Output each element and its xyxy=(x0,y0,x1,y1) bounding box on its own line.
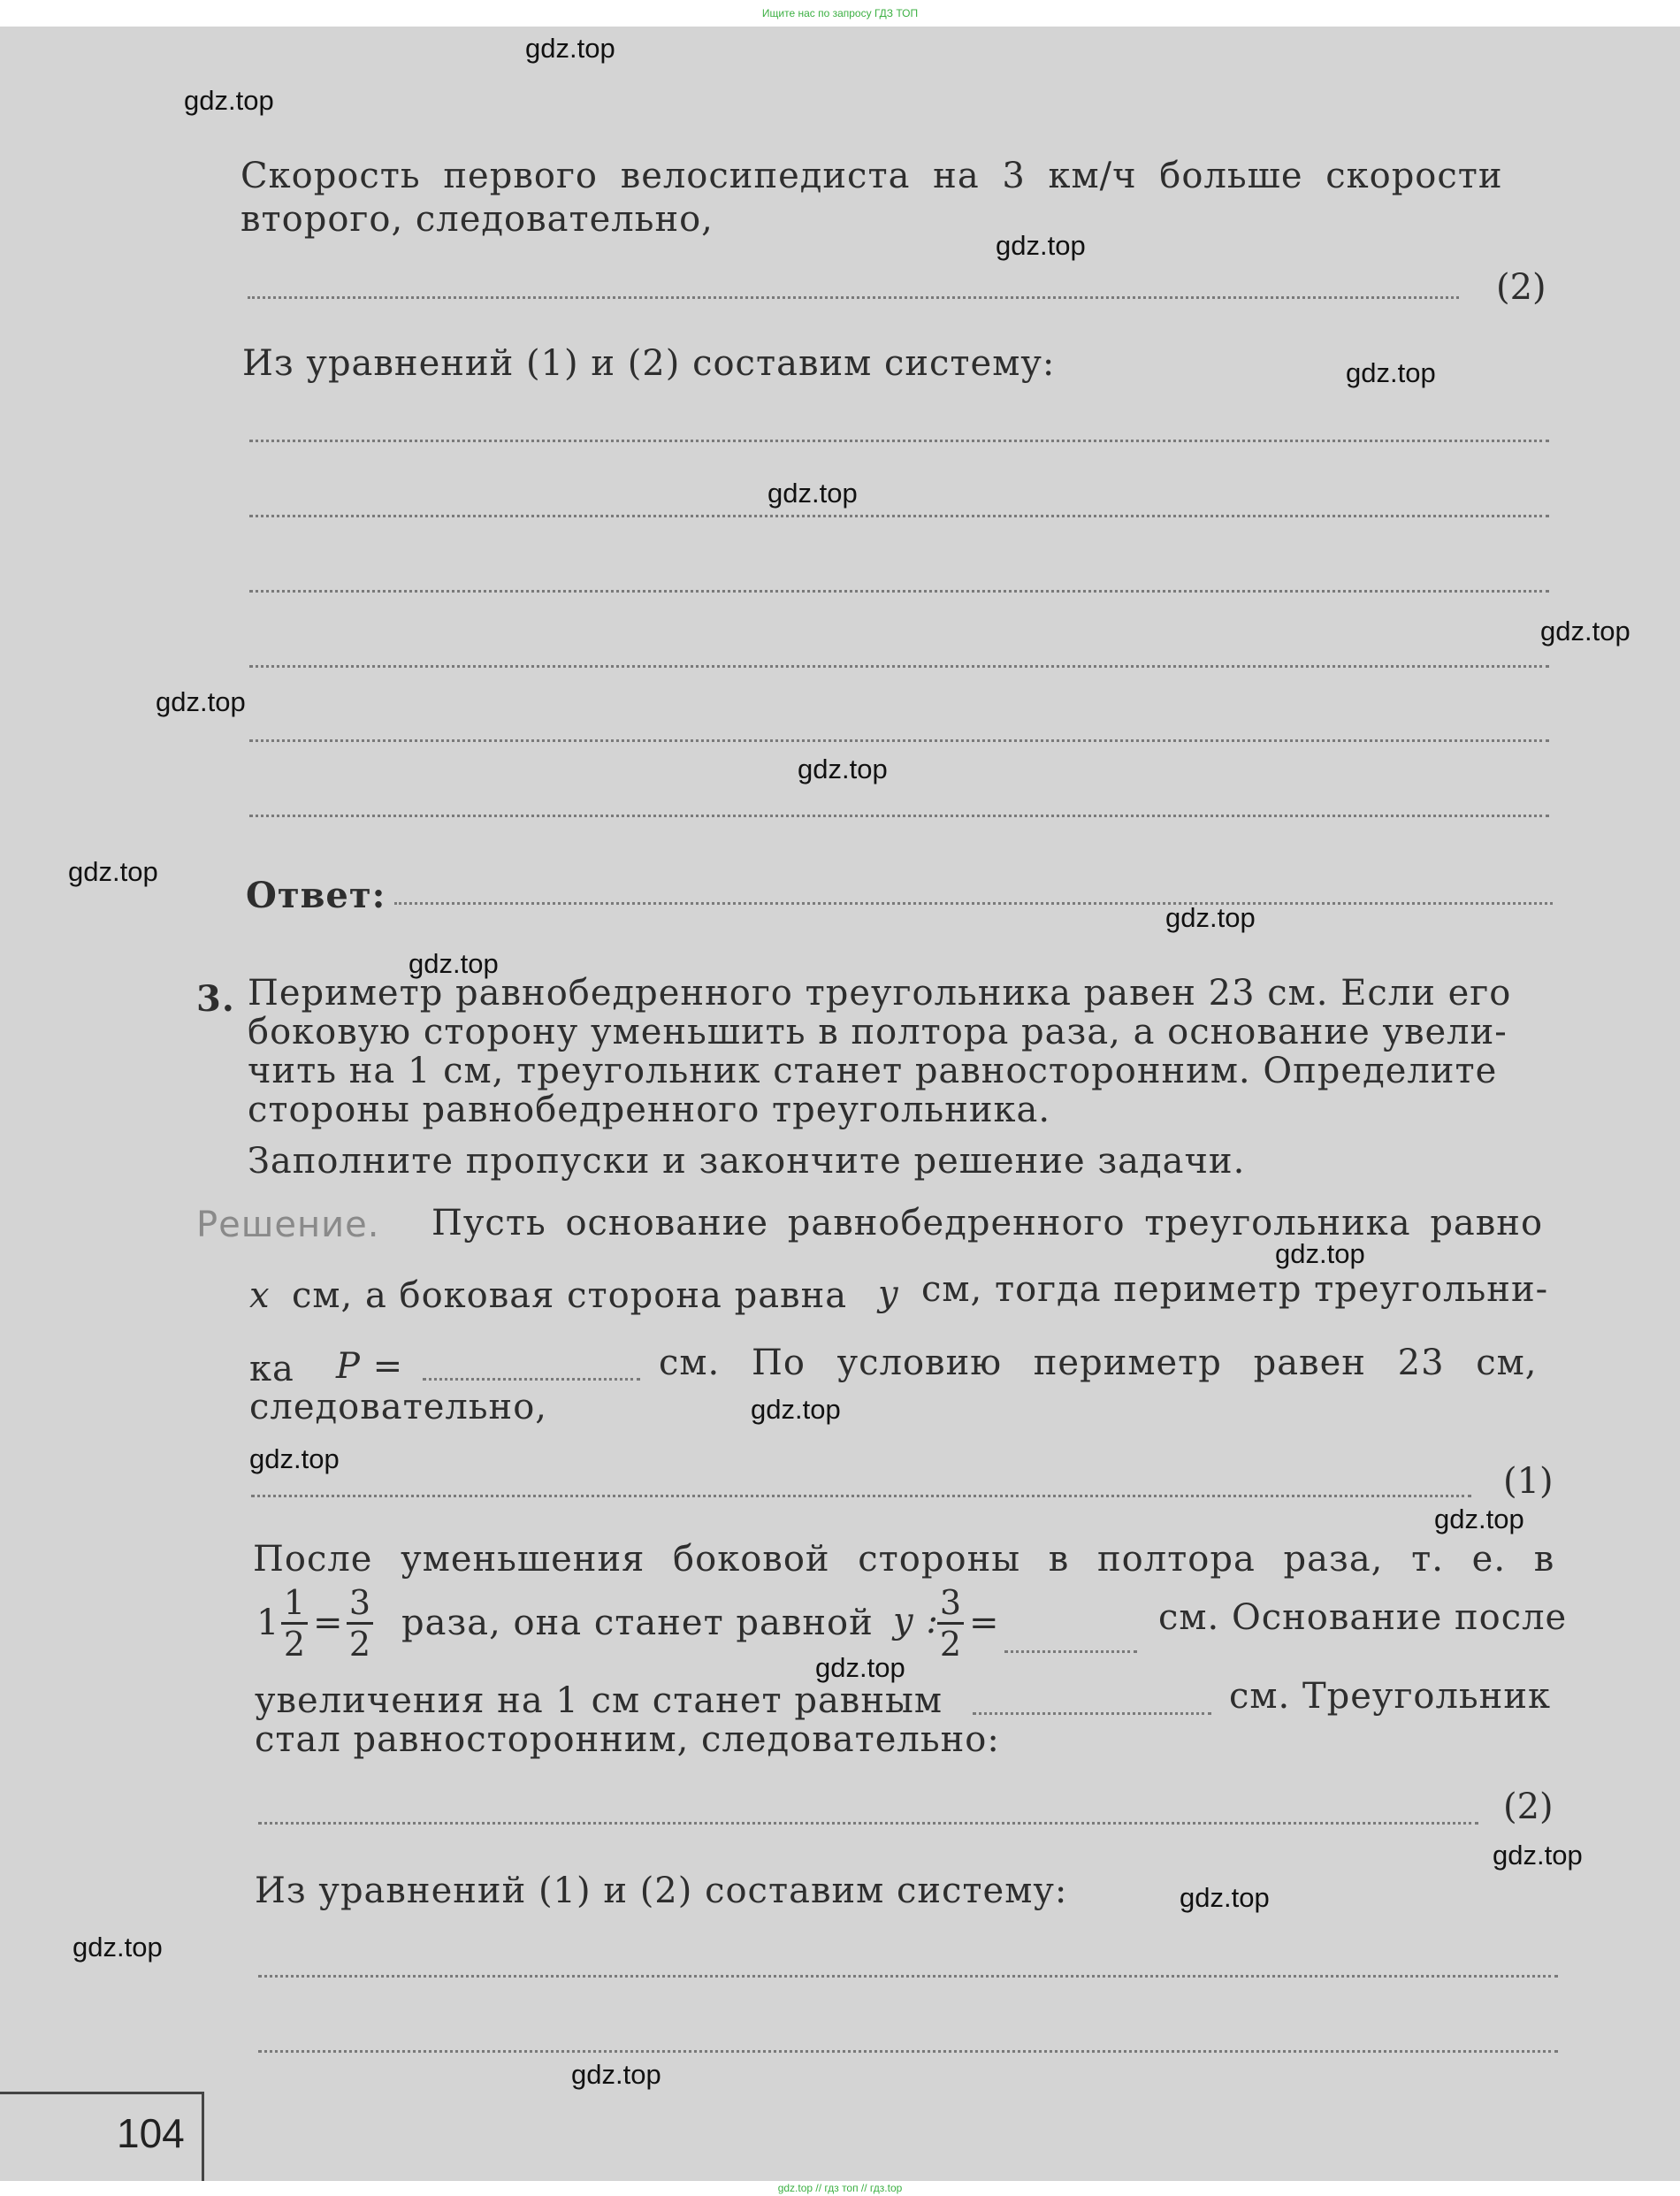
numerator: 3 xyxy=(939,1583,962,1622)
fraction-three-halves xyxy=(347,1585,373,1662)
equals-sign: = xyxy=(313,1603,344,1643)
answer-label: Ответ: xyxy=(246,875,386,916)
after-line3b: см. Треугольник xyxy=(1229,1676,1551,1717)
equation-number: (2) xyxy=(1496,267,1546,308)
answer-blank xyxy=(423,1378,640,1381)
mixed-number-whole: 1 xyxy=(256,1603,280,1643)
watermark: gdz.top xyxy=(751,1394,841,1425)
watermark: gdz.top xyxy=(571,2059,661,2090)
watermark: gdz.top xyxy=(996,230,1086,261)
watermark: gdz.top xyxy=(1275,1238,1365,1269)
watermark: gdz.top xyxy=(1434,1504,1524,1534)
after-line4: стал равносторонним, следовательно: xyxy=(255,1719,1000,1760)
watermark: gdz.top xyxy=(815,1652,905,1683)
watermark: gdz.top xyxy=(767,478,858,509)
equation-number: (2) xyxy=(1503,1787,1554,1827)
watermark: gdz.top xyxy=(1165,902,1256,933)
system-intro: Из уравнений (1) и (2) составим систему: xyxy=(242,343,1056,384)
answer-line xyxy=(249,440,1549,442)
watermark: gdz.top xyxy=(409,948,499,979)
task3-condition-line4: стороны равнобедренного треугольника. xyxy=(248,1090,1051,1130)
after-line2b: см. Основание после xyxy=(1158,1597,1568,1638)
solution-line3b: см. По условию периметр равен 23 см, xyxy=(659,1343,1538,1383)
answer-line xyxy=(258,2050,1558,2053)
equals-sign: = xyxy=(969,1603,1000,1643)
y-divided: y : xyxy=(893,1601,939,1641)
watermark: gdz.top xyxy=(68,856,158,887)
task2-line2: второго, следовательно, xyxy=(241,199,714,240)
var-y: y xyxy=(878,1274,899,1314)
answer-line xyxy=(258,1822,1478,1825)
answer-line xyxy=(248,296,1459,299)
answer-line xyxy=(249,590,1549,593)
watermark: gdz.top xyxy=(1540,616,1630,647)
solution-line4: следовательно, xyxy=(249,1387,548,1427)
watermark: gdz.top xyxy=(73,1932,163,1963)
answer-blank xyxy=(1004,1650,1137,1653)
solution-line1: Пусть основание равнобедренного треугольника равно xyxy=(431,1203,1544,1243)
task3-condition-line2: боковую сторону уменьшить в полтора раза, а основание увели- xyxy=(248,1012,1508,1052)
numerator: 1 xyxy=(283,1583,306,1622)
solution-line2a: см, а боковая сторона равна xyxy=(292,1275,848,1316)
watermark: gdz.top xyxy=(525,33,615,64)
watermark: gdz.top xyxy=(184,85,274,116)
top-banner: Ищите нас по запросу ГДЗ ТОП xyxy=(0,0,1680,27)
numerator: 3 xyxy=(348,1583,371,1622)
watermark: gdz.top xyxy=(1346,357,1436,388)
page-number: 104 xyxy=(117,2110,185,2156)
perimeter-symbol: P = xyxy=(336,1346,404,1387)
solution-line3a: ка xyxy=(249,1349,294,1389)
watermark: gdz.top xyxy=(798,754,888,784)
answer-line xyxy=(249,815,1549,817)
fraction-one-half xyxy=(281,1585,308,1662)
denominator: 2 xyxy=(283,1625,306,1664)
fraction-three-halves-2 xyxy=(937,1585,964,1662)
task3-condition-line3: чить на 1 см, треугольник станет равносторонним. Определите xyxy=(248,1051,1498,1091)
watermark: gdz.top xyxy=(1180,1882,1270,1913)
watermark: gdz.top xyxy=(156,686,246,717)
equation-number: (1) xyxy=(1503,1461,1554,1502)
answer-line xyxy=(251,1495,1471,1497)
watermark: gdz.top xyxy=(1493,1840,1583,1871)
var-x: x xyxy=(249,1275,271,1316)
answer-line xyxy=(258,1975,1558,1978)
denominator: 2 xyxy=(939,1625,962,1664)
denominator: 2 xyxy=(348,1625,371,1664)
answer-line xyxy=(394,902,1553,905)
solution-line2b: см, тогда периметр треугольни- xyxy=(921,1269,1549,1310)
answer-line xyxy=(249,515,1549,517)
task-number: 3. xyxy=(196,978,235,1020)
after-line2a: раза, она станет равной xyxy=(401,1603,874,1643)
answer-line xyxy=(249,665,1549,668)
bottom-banner: gdz.top // гдз топ // гдз.top xyxy=(0,2181,1680,2196)
solution-label: Решение. xyxy=(196,1205,380,1245)
answer-blank xyxy=(973,1712,1211,1715)
watermark: gdz.top xyxy=(249,1443,340,1474)
task2-line1: Скорость первого велосипедиста на 3 км/ч больше скорости xyxy=(241,156,1503,196)
system-intro: Из уравнений (1) и (2) составим систему: xyxy=(255,1871,1068,1911)
after-line1: После уменьшения боковой стороны в полтора раза, т. е. в xyxy=(253,1539,1555,1580)
task3-instruction: Заполните пропуски и закончите решение задачи. xyxy=(248,1141,1246,1182)
after-line3a: увеличения на 1 см станет равным xyxy=(255,1680,943,1721)
task3-condition-line1: Периметр равнобедренного треугольника равен 23 см. Если его xyxy=(248,973,1512,1014)
answer-line xyxy=(249,739,1549,742)
